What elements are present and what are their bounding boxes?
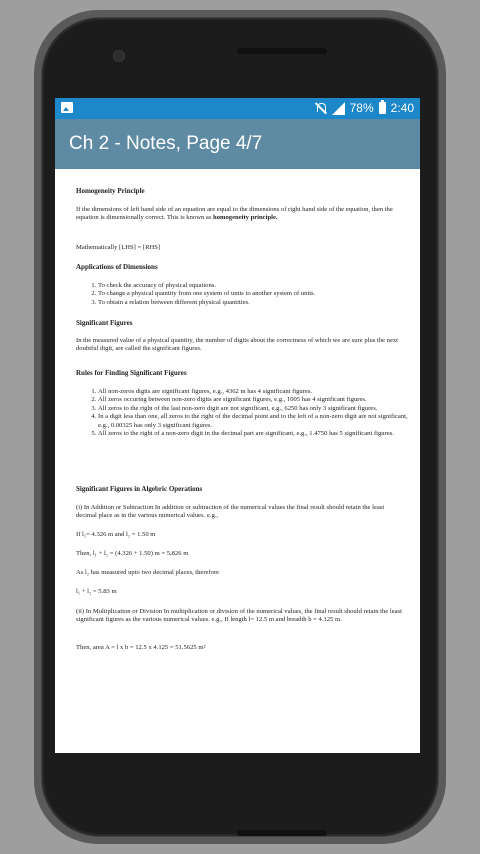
paragraph-homogeneity: If the dimensions of left hand side of an equation are equal to the dimensions of right hand side of the equation, then the equation is dimensionally correct. This is known as homogeneity principle. [76, 206, 393, 222]
paragraph-multiplication: (ii) In Multiplication or Division In multiplication or division of the numerical values, the final result should retain the least significant figures as the various numerical values. e.g., If length l= 12.5 m and breadth b = 4.125 m. [76, 608, 402, 624]
paragraph-addition: (i) In Addition or Subtraction In addition or subtraction of the numerical values the final result should retain the least decimal place as in the various numerical values. e.g., [76, 504, 385, 520]
paragraph-significant-figures: In the measured value of a physical quantity, the number of digits about the correctness of which we are sure plus the next doubtful digit, are called the significant figures. [76, 337, 399, 353]
heading-algebric-operations: Significant Figures in Algebric Operations [76, 485, 203, 493]
heading-rules: Rules for Finding Significant Figures [76, 369, 187, 377]
bottom-speaker [237, 830, 327, 836]
mute-icon [315, 102, 327, 114]
equation-area: Then, area A = l x b = 12.5 x 4.125 = 51.5625 m² [76, 644, 206, 651]
list-item: 5. All zeros to the right of a non-zero digit in the decimal part are significant, e.g., 1.4750 has 5 significant figures. [98, 430, 408, 438]
equation-result: l₁ + l₂ = 5.83 m [76, 588, 117, 595]
front-camera [113, 50, 125, 62]
image-notification-icon [61, 102, 73, 113]
battery-icon [379, 102, 386, 114]
clock: 2:40 [390, 101, 414, 115]
list-item: 1. All non-zeros digits are significant figures, e.g., 4362 m has 4 significant figures. [98, 388, 408, 396]
equation-sum: Then, l₁ + l₂ = (4.326 + 1.50) m = 5.826 m [76, 550, 189, 557]
earpiece-speaker [237, 48, 327, 54]
signal-icon [332, 102, 345, 115]
list-item: 2. To change a physical quantity from one system of units to another system of units. [98, 290, 408, 298]
list-item: 3. All zeros to the right of the last non-zero digit are not significant, e.g., 6250 has only 3 significant figures. [98, 405, 408, 413]
heading-homogeneity: Homogeneity Principle [76, 187, 145, 195]
app-bar [55, 119, 420, 169]
heading-significant-figures: Significant Figures [76, 319, 133, 327]
heading-applications: Applications of Dimensions [76, 263, 158, 271]
battery-percent: 78% [349, 101, 374, 115]
paragraph-mathematically: Mathematically [LHS] = [RHS] [76, 244, 161, 251]
list-applications [76, 282, 408, 307]
list-rules [76, 388, 408, 438]
notes-document [68, 181, 408, 661]
list-item: 4. In a digit less than one, all zeros to the right of the decimal point and to the left of a non-zero digit are not significant, e.g., 0.00325 has only 3 significant figures. [98, 413, 408, 430]
notes-page[interactable] [68, 181, 408, 651]
status-bar [55, 98, 420, 119]
list-item: 2. All zeros occuring between non-zero digits are significant figures, e.g., 1005 has 4 significant figures. [98, 396, 408, 404]
equation-given: If l₁= 4.326 m and l₂ = 1.50 m [76, 531, 156, 538]
page-title: Ch 2 - Notes, Page 4/7 [69, 133, 263, 154]
status-icons [315, 101, 414, 115]
list-item: 3. To obtain a relation between different physical quantities. [98, 299, 408, 307]
list-item: 1. To check the accuracy of physical equations. [98, 282, 408, 290]
screen [55, 98, 420, 753]
paragraph-decimal-places: As l₂ has measured upto two decimal places, therefore [76, 569, 220, 576]
